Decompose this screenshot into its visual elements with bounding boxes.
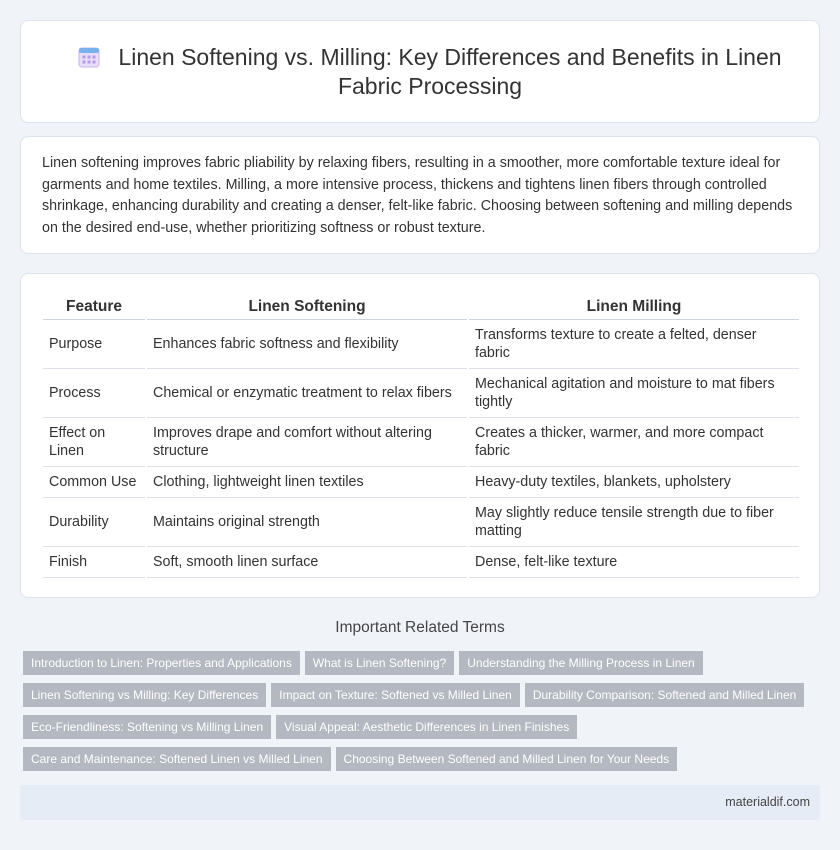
table-row <box>43 547 799 578</box>
tag-row <box>23 715 823 747</box>
related-term-link[interactable]: Visual Appeal: Aesthetic Differences in Linen Finishes <box>276 715 577 739</box>
table-cell: Clothing, lightweight linen textiles <box>146 467 468 498</box>
table-cell: Soft, smooth linen surface <box>146 547 468 578</box>
related-terms-list <box>23 651 823 779</box>
table-cell: Finish <box>43 547 146 578</box>
table-row <box>43 418 799 467</box>
header-feature: Feature <box>43 292 146 320</box>
header-card <box>20 20 820 123</box>
related-term-link[interactable]: Linen Softening vs Milling: Key Differences <box>23 683 266 707</box>
related-term-link[interactable]: What is Linen Softening? <box>305 651 454 675</box>
table-cell: Durability <box>43 498 146 547</box>
table-cell: Effect on Linen <box>43 418 146 467</box>
intro-card <box>20 136 820 254</box>
table-row <box>43 467 799 498</box>
related-terms-heading: Important Related Terms <box>335 619 505 636</box>
table-row <box>43 369 799 418</box>
table-cell: Creates a thicker, warmer, and more compact fabric <box>468 418 799 467</box>
table-cell: May slightly reduce tensile strength due to fiber matting <box>468 498 799 547</box>
page-title: Linen Softening vs. Milling: Key Differences and Benefits in Linen Fabric Processing <box>118 44 782 99</box>
header-linen-milling: Linen Milling <box>468 292 799 320</box>
comparison-table-card <box>20 273 820 598</box>
calendar-icon <box>78 46 100 68</box>
comparison-table <box>43 292 799 578</box>
table-cell: Dense, felt-like texture <box>468 547 799 578</box>
related-term-link[interactable]: Choosing Between Softened and Milled Linen for Your Needs <box>336 747 678 771</box>
table-cell: Transforms texture to create a felted, denser fabric <box>468 320 799 369</box>
related-term-link[interactable]: Care and Maintenance: Softened Linen vs Milled Linen <box>23 747 331 771</box>
table-cell: Improves drape and comfort without altering structure <box>146 418 468 467</box>
site-name: materialdif.com <box>725 795 810 809</box>
table-cell: Process <box>43 369 146 418</box>
table-cell: Purpose <box>43 320 146 369</box>
footer <box>20 785 820 820</box>
tag-row <box>23 651 823 683</box>
table-cell: Mechanical agitation and moisture to mat fibers tightly <box>468 369 799 418</box>
intro-paragraph: Linen softening improves fabric pliability by relaxing fibers, resulting in a smoother, more comfortable texture ideal for garments and home textiles. Milling, a more intensive process, thickens and tightens linen fibers through controlled shrinkage, enhancing durability and creating a denser, felt-like fabric. Choosing between softening and milling depends on the desired end-use, whether prioritizing softness or robust texture. <box>42 155 793 236</box>
tag-row <box>23 683 823 715</box>
related-term-link[interactable]: Understanding the Milling Process in Linen <box>459 651 702 675</box>
related-term-link[interactable]: Impact on Texture: Softened vs Milled Linen <box>271 683 520 707</box>
table-cell: Chemical or enzymatic treatment to relax fibers <box>146 369 468 418</box>
table-cell: Heavy-duty textiles, blankets, upholstery <box>468 467 799 498</box>
table-row <box>43 498 799 547</box>
related-term-link[interactable]: Introduction to Linen: Properties and Applications <box>23 651 300 675</box>
header-linen-softening: Linen Softening <box>146 292 468 320</box>
table-row <box>43 320 799 369</box>
related-term-link[interactable]: Eco-Friendliness: Softening vs Milling Linen <box>23 715 271 739</box>
table-cell: Maintains original strength <box>146 498 468 547</box>
table-cell: Common Use <box>43 467 146 498</box>
table-header-row <box>43 292 799 320</box>
related-term-link[interactable]: Durability Comparison: Softened and Milled Linen <box>525 683 804 707</box>
title-wrap <box>61 43 799 101</box>
tag-row <box>23 747 823 779</box>
table-cell: Enhances fabric softness and flexibility <box>146 320 468 369</box>
